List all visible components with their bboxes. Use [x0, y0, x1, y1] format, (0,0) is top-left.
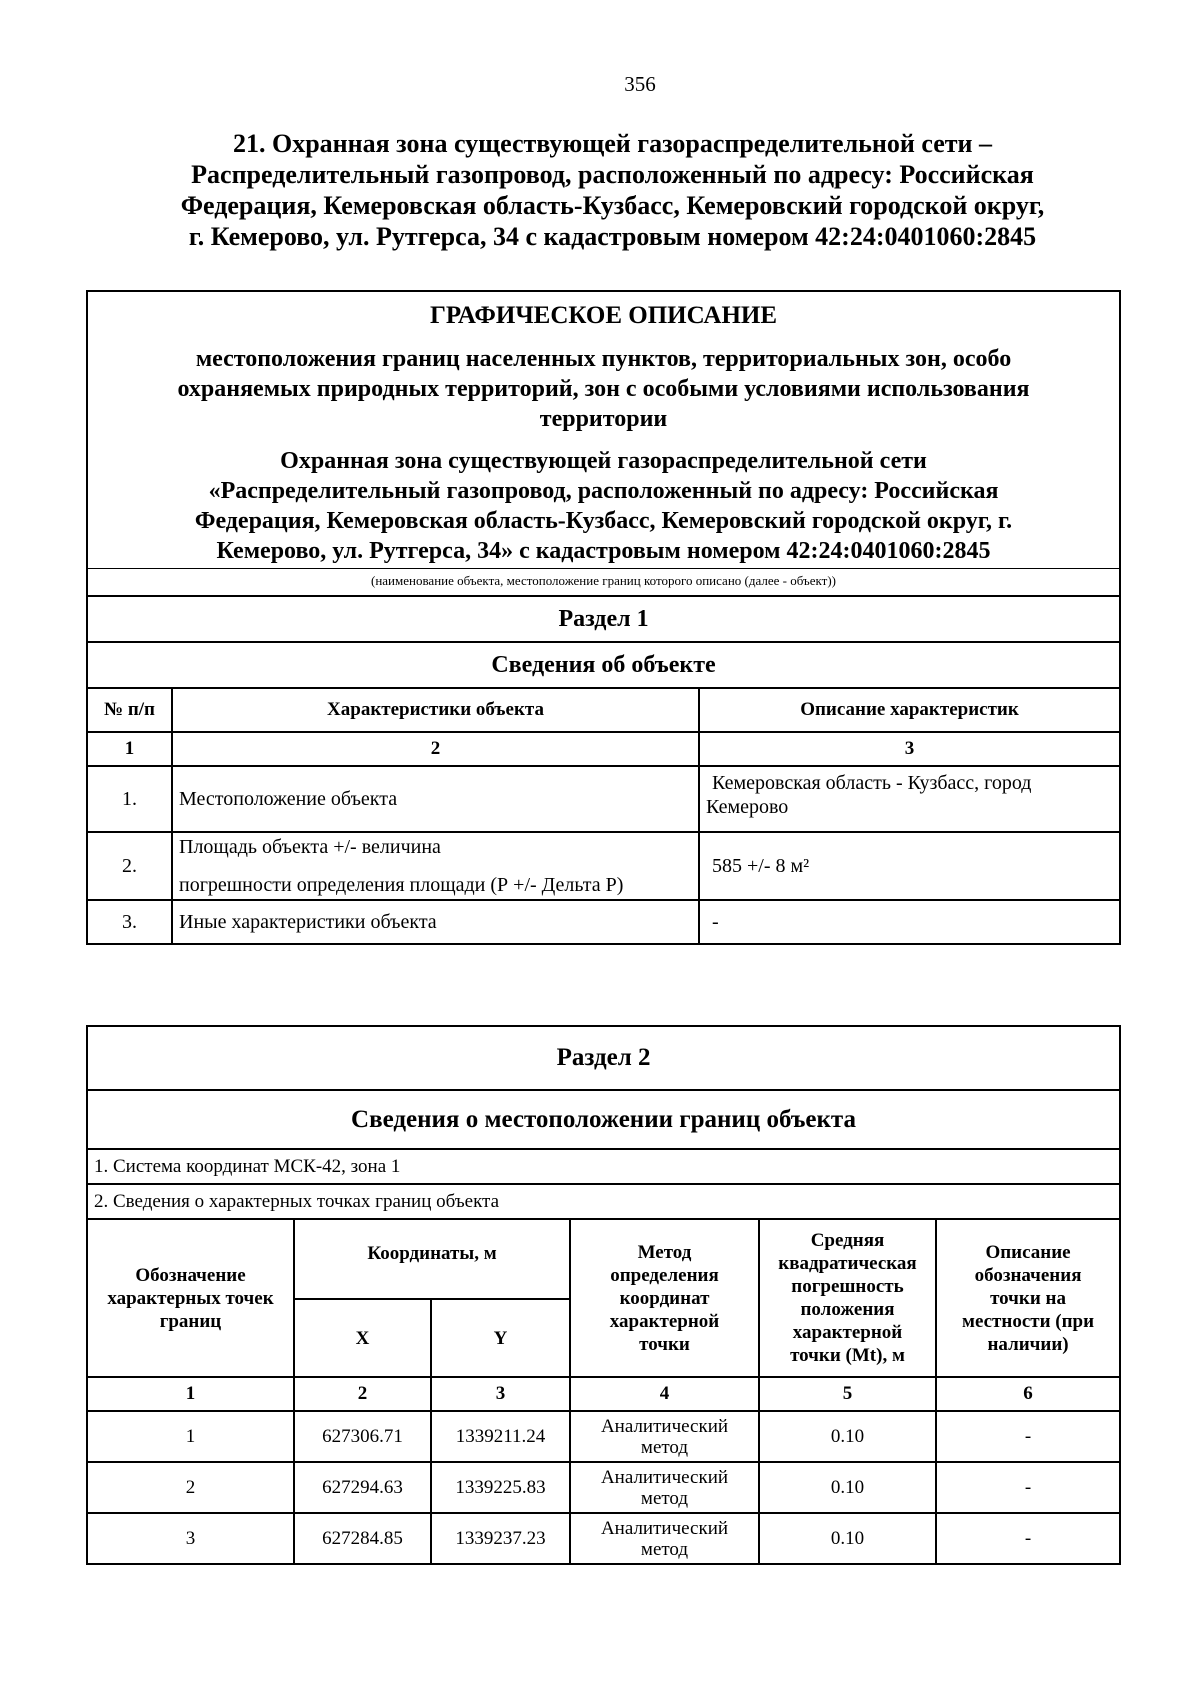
header-line: Обозначение — [135, 1264, 246, 1286]
header-line: характерной — [792, 1322, 903, 1343]
characteristic-name: Местоположение объекта — [172, 766, 699, 832]
header-line: положения — [800, 1299, 895, 1320]
heading-line: г. Кемерово, ул. Рутгерса, 34 с кадастровым номером 42:24:0401060:2845 — [188, 222, 1037, 251]
header-line: наличии) — [987, 1333, 1069, 1355]
section2-table — [86, 1025, 1121, 1565]
column-number: 1 — [87, 1377, 294, 1411]
header-line: характерной — [609, 1310, 720, 1332]
error-value: 0.10 — [759, 1411, 936, 1462]
column-number: 3 — [431, 1377, 570, 1411]
column-header: Характеристики объекта — [172, 688, 699, 732]
header-line: квадратическая — [778, 1253, 917, 1274]
column-number: 2 — [172, 732, 699, 766]
characteristic-name-line: погрешности определения площади (Р +/- Дельта Р) — [179, 874, 624, 896]
column-number: 6 — [936, 1377, 1120, 1411]
header-line: координат — [619, 1287, 710, 1309]
point-id: 2 — [87, 1462, 294, 1513]
method-line: Аналитический — [600, 1466, 729, 1488]
header-coordinates: Координаты, м — [294, 1219, 570, 1299]
method — [570, 1462, 759, 1513]
object-name-line: Федерация, Кемеровская область-Кузбасс, Кемеровский городской округ, г. — [194, 508, 1013, 534]
row-number: 2. — [87, 832, 172, 900]
graphic-description-text: территории — [539, 406, 668, 432]
header-x: X — [294, 1299, 431, 1377]
header-error — [759, 1219, 936, 1377]
table-row — [87, 832, 1120, 900]
header-line: точки — [639, 1333, 690, 1355]
characteristic-name — [172, 832, 699, 900]
graphic-description-text: охраняемых природных территорий, зон с особыми условиями использования — [177, 376, 1030, 402]
error-value: 0.10 — [759, 1513, 936, 1564]
method — [570, 1513, 759, 1564]
object-name-line: Кемерово, ул. Рутгерса, 34» с кадастровым номером 42:24:0401060:2845 — [216, 538, 991, 564]
heading-line: 21. Охранная зона существующей газораспределительной сети – — [232, 129, 993, 158]
graphic-description-text: местоположения границ населенных пунктов, территориальных зон, особо — [195, 346, 1012, 372]
method-line: метод — [640, 1487, 689, 1509]
column-number: 5 — [759, 1377, 936, 1411]
header-line: погрешность — [791, 1276, 904, 1297]
table-row — [87, 1411, 1120, 1462]
header-line: Описание — [985, 1241, 1071, 1263]
coord-y: 1339237.23 — [431, 1513, 570, 1564]
column-header: № п/п — [87, 688, 172, 732]
point-id: 3 — [87, 1513, 294, 1564]
method-line: Аналитический — [600, 1415, 729, 1437]
heading-line: Федерация, Кемеровская область-Кузбасс, Кемеровский городской округ, — [180, 191, 1045, 220]
graphic-description-header — [87, 291, 1120, 569]
coord-x: 627306.71 — [294, 1411, 431, 1462]
section2-subtitle: Сведения о местоположении границ объекта — [87, 1090, 1120, 1149]
table-row — [87, 766, 1120, 832]
characteristic-value-line: Кемеровская область - Кузбасс, город — [712, 772, 1032, 794]
header-point-designation — [87, 1219, 294, 1377]
method-line: Аналитический — [600, 1517, 729, 1539]
column-header: Описание характеристик — [699, 688, 1120, 732]
header-method — [570, 1219, 759, 1377]
header-line: Средняя — [810, 1230, 885, 1251]
coord-y: 1339211.24 — [431, 1411, 570, 1462]
characteristic-value: 585 +/- 8 м² — [699, 832, 1120, 900]
row-number: 1. — [87, 766, 172, 832]
document-heading — [90, 128, 1135, 252]
header-line: определения — [610, 1264, 719, 1286]
section1-title: Раздел 1 — [87, 596, 1120, 642]
coord-y: 1339225.83 — [431, 1462, 570, 1513]
header-line: точки (Mt), м — [790, 1345, 905, 1366]
section1-table — [86, 290, 1121, 945]
characteristic-value-line: Кемерово — [706, 796, 789, 818]
header-line: обозначения — [974, 1264, 1082, 1286]
header-line: точки на — [990, 1287, 1066, 1309]
point-id: 1 — [87, 1411, 294, 1462]
method — [570, 1411, 759, 1462]
table-row — [87, 1513, 1120, 1564]
header-y: Y — [431, 1299, 570, 1377]
header-line: характерных точек — [107, 1287, 274, 1309]
error-value: 0.10 — [759, 1462, 936, 1513]
characteristic-name-line: Площадь объекта +/- величина — [179, 836, 441, 858]
table-row — [87, 900, 1120, 944]
characteristic-value: - — [699, 900, 1120, 944]
column-number: 2 — [294, 1377, 431, 1411]
point-description: - — [936, 1462, 1120, 1513]
column-number: 1 — [87, 732, 172, 766]
section1-subtitle: Сведения об объекте — [87, 642, 1120, 688]
coord-x: 627294.63 — [294, 1462, 431, 1513]
method-line: метод — [640, 1538, 689, 1560]
point-description: - — [936, 1411, 1120, 1462]
header-line: границ — [159, 1310, 222, 1332]
page-number: 356 — [624, 72, 656, 96]
characteristic-value — [699, 766, 1120, 832]
object-note: (наименование объекта, местоположение границ которого описано (далее - объект)) — [87, 569, 1120, 597]
characteristic-name: Иные характеристики объекта — [172, 900, 699, 944]
heading-line: Распределительный газопровод, расположенный по адресу: Российская — [191, 160, 1034, 189]
header-line: местности (при — [962, 1310, 1095, 1332]
header-description — [936, 1219, 1120, 1377]
object-name-line: «Распределительный газопровод, расположенный по адресу: Российская — [208, 478, 999, 504]
coordinate-system: 1. Система координат МСК-42, зона 1 — [87, 1149, 1120, 1184]
points-caption: 2. Сведения о характерных точках границ объекта — [87, 1184, 1120, 1219]
point-description: - — [936, 1513, 1120, 1564]
header-line: Метод — [637, 1241, 692, 1263]
column-number: 3 — [699, 732, 1120, 766]
coord-x: 627284.85 — [294, 1513, 431, 1564]
graphic-description-title: ГРАФИЧЕСКОЕ ОПИСАНИЕ — [429, 302, 778, 329]
object-name-line: Охранная зона существующей газораспределительной сети — [280, 448, 927, 474]
table-row — [87, 1462, 1120, 1513]
row-number: 3. — [87, 900, 172, 944]
section2-title: Раздел 2 — [87, 1026, 1120, 1090]
method-line: метод — [640, 1436, 689, 1458]
column-number: 4 — [570, 1377, 759, 1411]
